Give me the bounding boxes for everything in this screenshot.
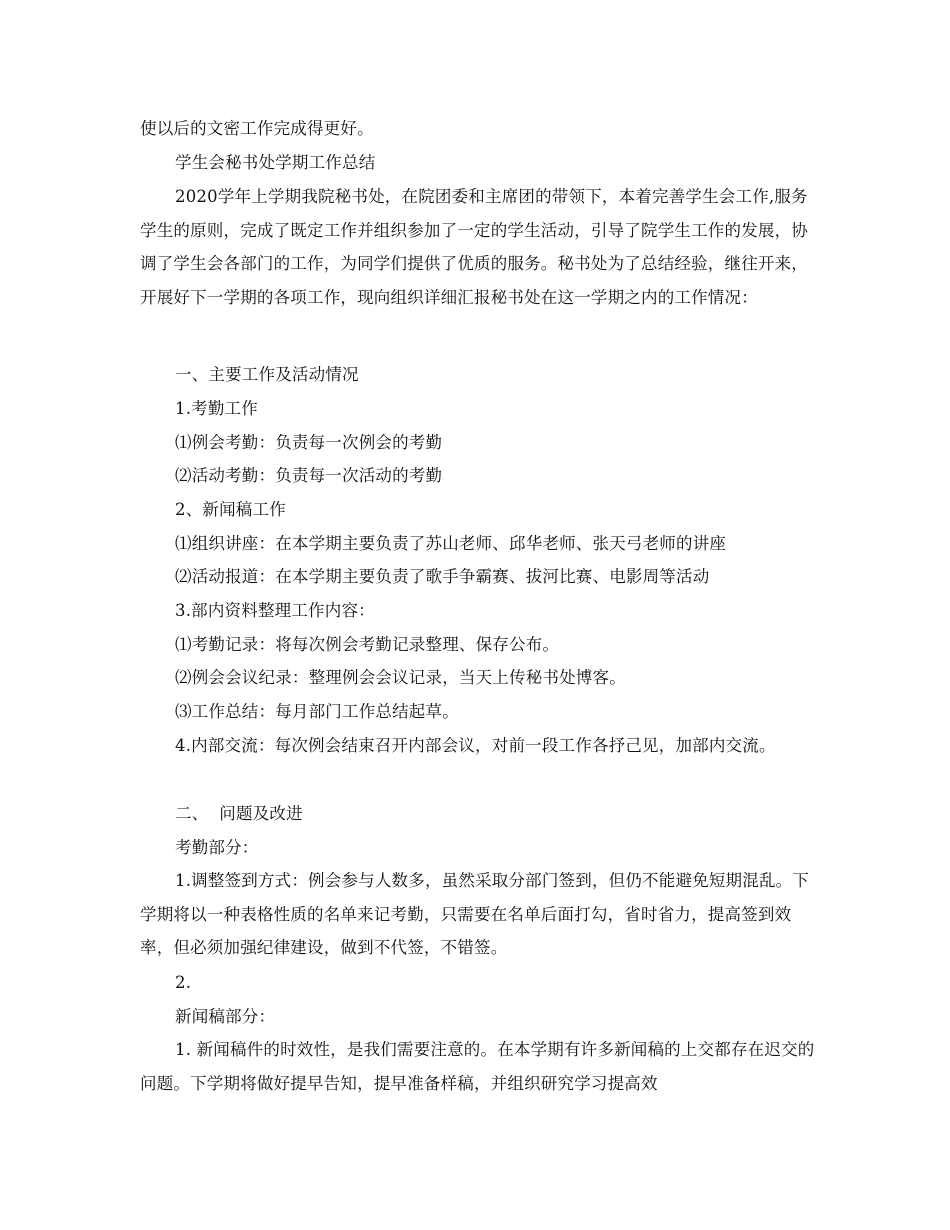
subheading-attendance-part: 考勤部分： [175, 838, 259, 857]
internal-exchange-paragraph: 4.内部交流：每次例会结束召开内部会议，对前一段工作各抒己见，加部内交流。 [175, 736, 776, 755]
list-item: ⑵活动考勤：负责每一次活动的考勤 [175, 466, 443, 485]
list-item: 2. [175, 973, 192, 992]
section-title: 学生会秘书处学期工作总结 [175, 153, 376, 172]
list-item: ⑴例会考勤：负责每一次例会的考勤 [175, 433, 443, 452]
list-item: ⑶工作总结：每月部门工作总结起草。 [175, 702, 459, 721]
subheading-news: 2、新闻稿工作 [175, 500, 286, 519]
heading-main-work: 一、主要工作及活动情况 [175, 365, 359, 384]
list-item: ⑴考勤记录：将每次例会考勤记录整理、保存公布。 [175, 635, 560, 654]
list-item: ⑵活动报道：在本学期主要负责了歌手争霸赛、拔河比赛、电影周等活动 [175, 567, 710, 586]
subheading-news-part: 新闻稿部分： [175, 1007, 276, 1026]
list-item: ⑴组织讲座：在本学期主要负责了苏山老师、邱华老师、张天弓老师的讲座 [175, 534, 727, 553]
heading-problems: 二、 问题及改进 [175, 804, 303, 823]
list-item: ⑵例会会议纪录：整理例会会议记录，当天上传秘书处博客。 [175, 668, 626, 687]
signin-paragraph: 1.调整签到方式：例会参与人数多，虽然采取分部门签到，但仍不能避免短期混乱。下学期将以一种表格性质的名单来记考勤，只需要在名单后面打勾，省时省力，提高签到效率，但必须加强纪律建设，做到不代签，不错签。 [140, 871, 810, 957]
subheading-attendance: 1.考勤工作 [175, 399, 258, 418]
intro-paragraph: 2020学年上学期我院秘书处，在院团委和主席团的带领下，本着完善学生会工作,服务学生的原则，完成了既定工作并组织参加了一定的学生活动，引导了院学生工作的发展，协调了学生会各部门的工作，为同学们提供了优质的服务。秘书处为了总结经验，继往开来，开展好下一学期的各项工作，现向组织详细汇报秘书处在这一学期之内的工作情况： [140, 187, 808, 307]
news-timeliness-paragraph: 1. 新闻稿件的时效性，是我们需要注意的。在本学期有许多新闻稿的上交都存在迟交的问题。下学期将做好提早告知，提早准备样稿，并组织研究学习提高效 [140, 1040, 815, 1093]
text-line: 使以后的文密工作完成得更好。 [140, 119, 374, 138]
subheading-records: 3.部内资料整理工作内容： [175, 601, 375, 620]
